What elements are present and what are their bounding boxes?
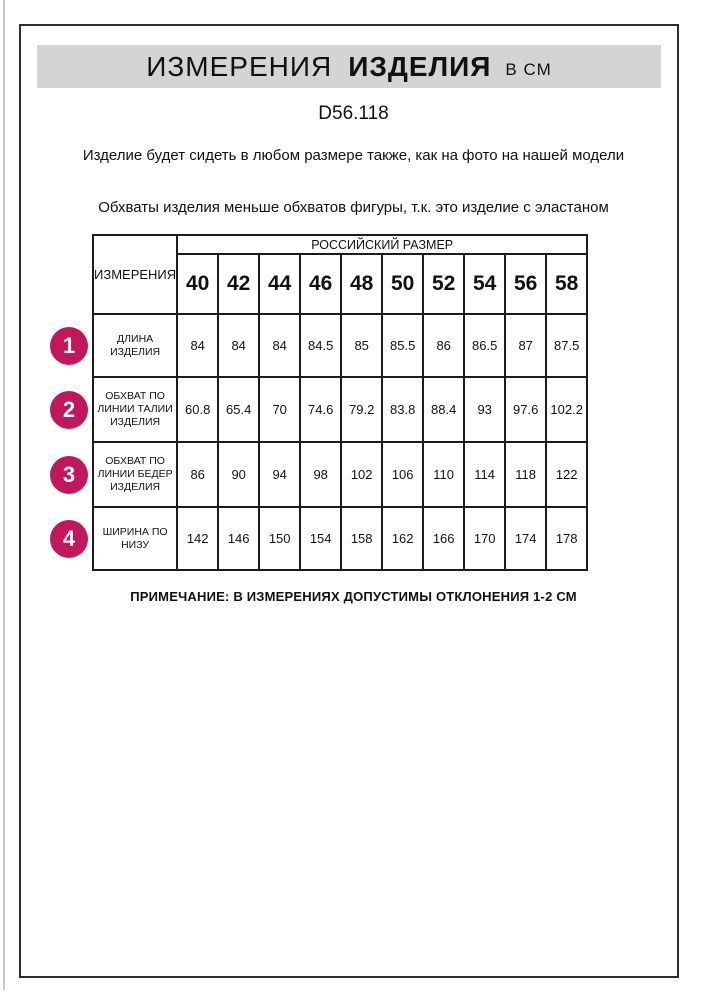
size-col-header: 46: [300, 254, 341, 314]
size-col-header: 40: [177, 254, 218, 314]
measurement-value: 102.2: [546, 377, 587, 442]
measurement-value: 90: [218, 442, 259, 507]
size-col-header: 42: [218, 254, 259, 314]
measurement-label: ОБХВАТ ПО ЛИНИИ ТАЛИИ ИЗДЕЛИЯ: [93, 377, 177, 442]
scan-edge-line: [3, 0, 5, 990]
measurement-value: 70: [259, 377, 300, 442]
article-code: D56.118: [318, 103, 389, 124]
measurement-value: 87: [505, 314, 546, 377]
measurement-value: 142: [177, 507, 218, 570]
measurement-value: 118: [505, 442, 546, 507]
size-col-header: 54: [464, 254, 505, 314]
measurement-value: 98: [300, 442, 341, 507]
measurement-label: ШИРИНА ПО НИЗУ: [93, 507, 177, 570]
measurement-value: 170: [464, 507, 505, 570]
measurement-value: 97.6: [505, 377, 546, 442]
table-row: [93, 314, 587, 377]
size-col-header: 56: [505, 254, 546, 314]
measurement-value: 79.2: [341, 377, 382, 442]
size-col-header: 48: [341, 254, 382, 314]
measurement-value: 84: [218, 314, 259, 377]
measurement-value: 162: [382, 507, 423, 570]
measurement-value: 94: [259, 442, 300, 507]
measurement-value: 85.5: [382, 314, 423, 377]
measurement-value: 154: [300, 507, 341, 570]
measurement-value: 114: [464, 442, 505, 507]
measurement-value: 106: [382, 442, 423, 507]
measurement-value: 83.8: [382, 377, 423, 442]
size-table-zone: [92, 234, 588, 571]
measurement-value: 84: [177, 314, 218, 377]
measurement-value: 84.5: [300, 314, 341, 377]
measurement-value: 87.5: [546, 314, 587, 377]
measurements-header: ИЗМЕРЕНИЯ: [93, 235, 177, 314]
measurement-value: 178: [546, 507, 587, 570]
measurement-value: 146: [218, 507, 259, 570]
elastane-note: Обхваты изделия меньше обхватов фигуры, т.к. это изделие с эластаном: [98, 199, 609, 216]
measurement-value: 86: [177, 442, 218, 507]
table-row: [93, 507, 587, 570]
row-number-badge: 1: [50, 327, 88, 365]
title-measurements: ИЗМЕРЕНИЯ: [146, 50, 333, 82]
measurement-value: 86.5: [464, 314, 505, 377]
title-product: ИЗДЕЛИЯ: [348, 50, 492, 82]
measurement-value: 85: [341, 314, 382, 377]
measurement-value: 74.6: [300, 377, 341, 442]
measurement-value: 93: [464, 377, 505, 442]
row-number-badge: 3: [50, 456, 88, 494]
row-number-badge: 4: [50, 520, 88, 558]
measurement-value: 122: [546, 442, 587, 507]
measurement-value: 84: [259, 314, 300, 377]
measurement-value: 86: [423, 314, 464, 377]
title-banner: [37, 45, 661, 88]
size-col-header: 58: [546, 254, 587, 314]
measurement-value: 65.4: [218, 377, 259, 442]
measurement-value: 110: [423, 442, 464, 507]
measurement-value: 150: [259, 507, 300, 570]
measurement-value: 174: [505, 507, 546, 570]
size-col-header: 52: [423, 254, 464, 314]
size-col-header: 50: [382, 254, 423, 314]
measurement-value: 158: [341, 507, 382, 570]
fit-note: Изделие будет сидеть в любом размере также, как на фото на нашей модели: [82, 147, 625, 164]
measurement-label: ДЛИНА ИЗДЕЛИЯ: [93, 314, 177, 377]
table-header-row: [93, 235, 587, 254]
size-table: [92, 234, 588, 571]
measurement-value: 60.8: [177, 377, 218, 442]
table-row: [93, 377, 587, 442]
measurement-value: 166: [423, 507, 464, 570]
measurement-value: 102: [341, 442, 382, 507]
measurement-label: ОБХВАТ ПО ЛИНИИ БЕДЕР ИЗДЕЛИЯ: [93, 442, 177, 507]
title-unit: В СМ: [505, 59, 552, 79]
tolerance-note: ПРИМЕЧАНИЕ: В ИЗМЕРЕНИЯХ ДОПУСТИМЫ ОТКЛОНЕНИЯ 1-2 СМ: [130, 589, 577, 604]
table-row: [93, 442, 587, 507]
row-number-badge: 2: [50, 391, 88, 429]
measurement-value: 88.4: [423, 377, 464, 442]
size-col-header: 44: [259, 254, 300, 314]
size-group-header: РОССИЙСКИЙ РАЗМЕР: [177, 235, 587, 254]
